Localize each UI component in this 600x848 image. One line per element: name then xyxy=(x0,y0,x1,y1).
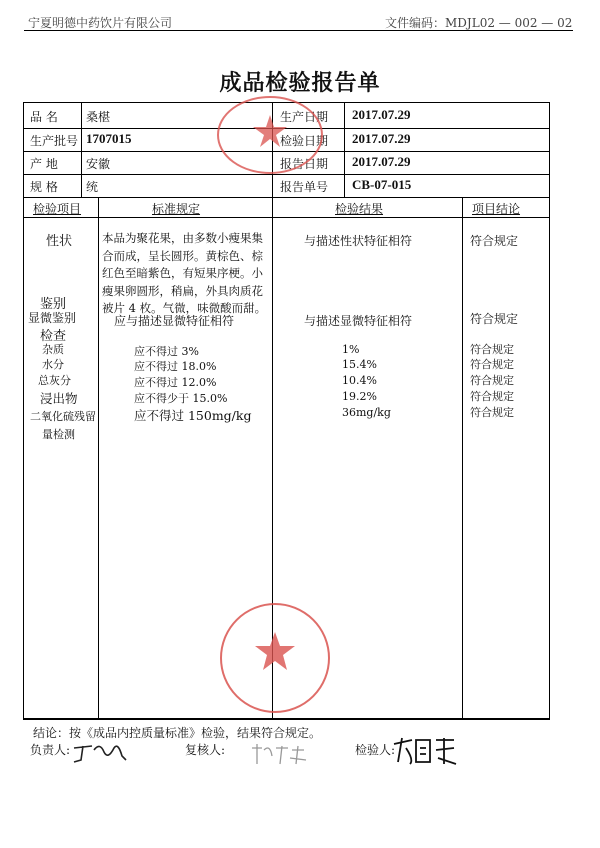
report-no-label: 报告单号 xyxy=(280,180,329,194)
report-date-label: 报告日期 xyxy=(280,157,329,171)
row-standard: 应不得过 18.0% xyxy=(134,360,217,373)
row-result: 19.2% xyxy=(342,390,377,403)
company-header: 宁夏明德中药饮片有限公司 xyxy=(28,16,173,30)
so2-result: 36mg/kg xyxy=(342,406,391,419)
report-number: CB-07-015 xyxy=(352,177,412,192)
prod-date-label: 生产日期 xyxy=(280,110,329,124)
microscopic-conclusion: 符合规定 xyxy=(470,312,519,326)
inspector-signature xyxy=(390,734,460,768)
test-date: 2017.07.29 xyxy=(352,131,411,146)
appearance-standard: 本品为聚花果，由多数小瘦果集合而成，呈长圆形。黄棕色、棕红色至暗紫色，有短果序梗。小瘦果卵圆形，稍扁，外具肉质花被片 4 枚。气微，味微酸而甜。 xyxy=(102,231,267,315)
row-standard: 应不得过 3% xyxy=(134,345,199,358)
report-date: 2017.07.29 xyxy=(352,154,411,169)
origin-label: 产 地 xyxy=(30,157,58,171)
quality-seal-bottom xyxy=(215,598,335,718)
col-header-item: 检验项目 xyxy=(33,202,82,216)
quality-seal-top xyxy=(210,90,330,180)
col-header-result: 检验结果 xyxy=(335,202,384,216)
col-header-standard: 标准规定 xyxy=(152,202,201,216)
page-title: 成品检验报告单 xyxy=(219,70,381,96)
row-name: 浸出物 xyxy=(40,391,78,406)
item-appearance: 性状 xyxy=(46,234,73,249)
microscopic-result: 与描述显微特征相符 xyxy=(304,314,413,328)
appearance-conclusion: 符合规定 xyxy=(470,234,519,248)
header-rule xyxy=(24,30,573,31)
so2-conclusion: 符合规定 xyxy=(470,406,514,419)
row-result: 10.4% xyxy=(342,374,377,387)
microscopic-standard: 应与描述显微特征相符 xyxy=(114,314,235,328)
reviewer-signature xyxy=(248,740,308,768)
row-result: 15.4% xyxy=(342,358,377,371)
inspector-label: 检验人: xyxy=(355,743,396,757)
col-header-conclusion: 项目结论 xyxy=(472,202,521,216)
row-name: 杂质 xyxy=(42,343,64,356)
appearance-result: 与描述性状特征相符 xyxy=(304,234,413,248)
item-microscopic: 显微鉴别 xyxy=(28,311,77,325)
row-name: 总灰分 xyxy=(38,374,71,387)
row-conclusion: 符合规定 xyxy=(470,390,514,403)
product-name: 桑椹 xyxy=(86,110,111,124)
name-label: 品 名 xyxy=(30,110,58,124)
so2-standard: 应不得过 150mg/kg xyxy=(134,408,252,423)
manager-label: 负责人: xyxy=(30,743,71,757)
manager-signature xyxy=(70,738,130,766)
prod-date: 2017.07.29 xyxy=(352,107,411,122)
row-standard: 应不得过 12.0% xyxy=(134,376,217,389)
row-standard: 应不得少于 15.0% xyxy=(134,392,228,405)
conclusion-text: 结论：按《成品内控质量标准》检验，结果符合规定。 xyxy=(33,726,322,740)
so2-name-line1: 二氧化硫残留 xyxy=(30,410,96,423)
row-conclusion: 符合规定 xyxy=(470,343,514,356)
so2-name-line2: 量检测 xyxy=(42,428,75,441)
batch-number: 1707015 xyxy=(86,131,132,146)
reviewer-label: 复核人: xyxy=(185,743,226,757)
origin: 安徽 xyxy=(86,157,111,171)
row-result: 1% xyxy=(342,343,360,356)
item-inspection: 检查 xyxy=(40,329,67,344)
row-name: 水分 xyxy=(42,358,64,371)
row-conclusion: 符合规定 xyxy=(470,358,514,371)
test-date-label: 检验日期 xyxy=(280,134,329,148)
document-number: 文件编码：MDJL02 — 002 — 02 xyxy=(385,16,573,30)
row-conclusion: 符合规定 xyxy=(470,374,514,387)
item-identification: 鉴别 xyxy=(40,297,67,312)
batch-label: 生产批号 xyxy=(30,134,79,148)
spec: 统 xyxy=(86,180,99,194)
spec-label: 规 格 xyxy=(30,180,58,194)
